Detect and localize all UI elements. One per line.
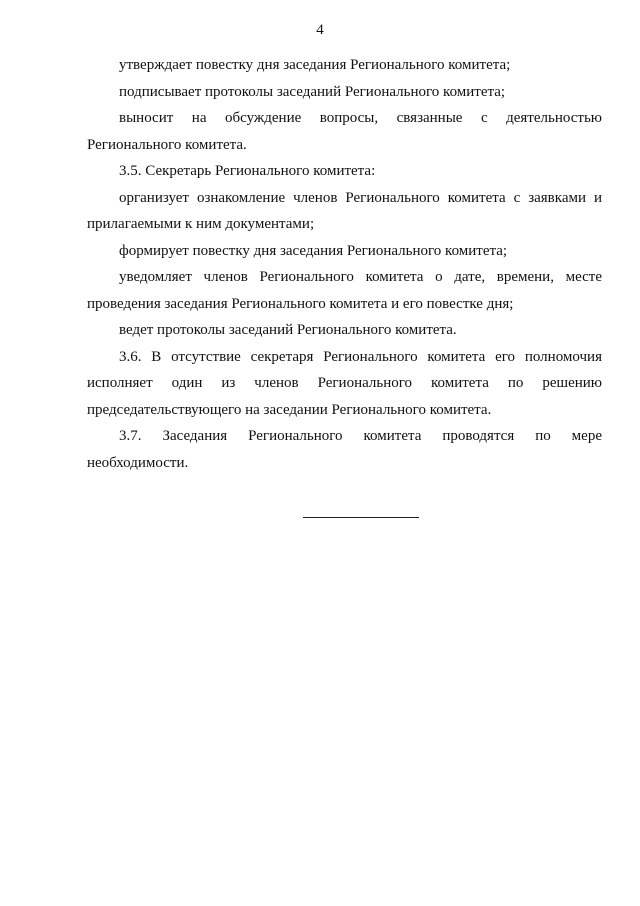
document-body bbox=[87, 52, 602, 476]
paragraph-familiarize-members: организует ознакомление членов Регионального комитета с заявками и прилагаемыми к ним документами; bbox=[87, 189, 602, 232]
page-number: 4 bbox=[316, 22, 324, 38]
paragraph-3-6: 3.6. В отсутствие секретаря Регионального комитета его полномочия исполняет один из членов Регионального комитета по решению председательствующего на заседании Регионального комитета. bbox=[87, 348, 602, 418]
paragraph-notify-members: уведомляет членов Регионального комитета о дате, времени, месте проведения заседания Регионального комитета и его повестке дня; bbox=[87, 269, 602, 312]
paragraph-submit-questions: выносит на обсуждение вопросы, связанные с деятельностью Регионального комитета. bbox=[87, 110, 602, 153]
end-divider-line bbox=[303, 517, 419, 518]
paragraph-sign-minutes: подписывает протоколы заседаний Регионального комитета; bbox=[119, 83, 506, 100]
paragraph-form-agenda: формирует повестку дня заседания Регионального комитета; bbox=[119, 242, 508, 259]
paragraph-approve-agenda: утверждает повестку дня заседания Регионального комитета; bbox=[119, 57, 511, 73]
paragraph-3-5-heading: 3.5. Секретарь Регионального комитета: bbox=[119, 163, 376, 179]
paragraph-keep-minutes: ведет протоколы заседаний Регионального комитета. bbox=[119, 322, 457, 338]
paragraph-3-7: 3.7. Заседания Регионального комитета проводятся по мере необходимости. bbox=[87, 428, 602, 471]
